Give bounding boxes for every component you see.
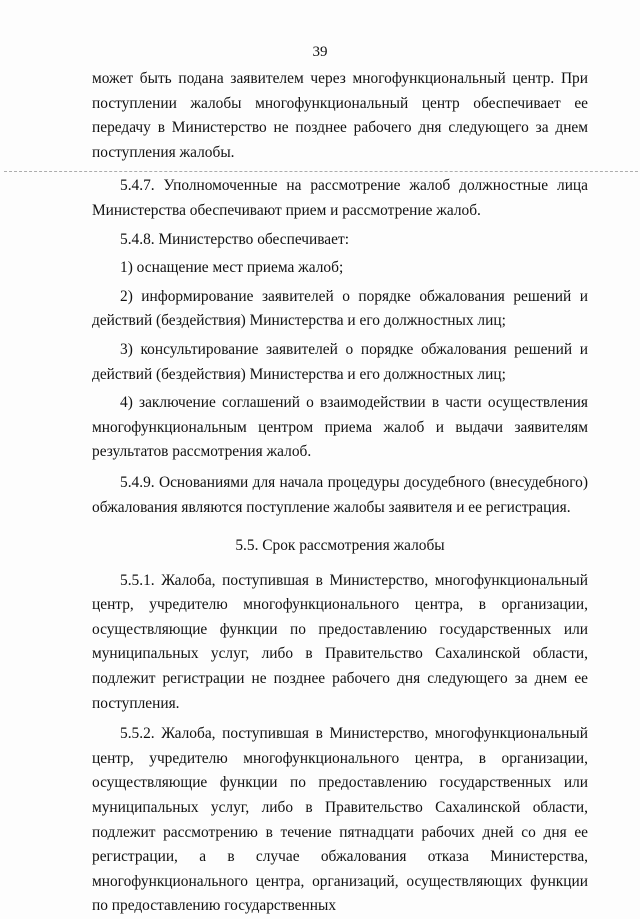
- list-item-4: 4) заключение соглашений о взаимодействии в части осуществления многофункциональным центром приема жалоб и выдачи заявителям результатов рассмотрения жалоб.: [92, 394, 588, 461]
- paragraph-continuation: может быть подана заявителем через многофункциональный центр. При поступлении жалобы многофункциональный центр обеспечивает ее передачу в Министерство не позднее рабочего дня следующего за днем поступления жалобы.: [92, 70, 588, 161]
- section-heading-5-5: 5.5. Срок рассмотрения жалобы: [235, 537, 445, 555]
- paragraph-5-4-8: 5.4.8. Министерство обеспечивает:: [120, 230, 349, 248]
- paragraph-5-4-7: 5.4.7. Уполномоченные на рассмотрение жалоб должностные лица Министерства обеспечивают прием и рассмотрение жалоб.: [92, 177, 588, 219]
- page-number: 39: [312, 44, 328, 60]
- list-item-2: 2) информирование заявителей о порядке обжалования решений и действий (бездействия) Министерства и его должностных лиц;: [92, 287, 588, 330]
- paragraph-5-5-1: 5.5.1. Жалоба, поступившая в Министерство, многофункциональный центр, учредителю многофункционального центра, в организации, осуществляющие функции по предоставлению государственных или муниципальных услуг, либо в Правительство Сахалинской области, подлежит регистрации не позднее рабочего дня следующего за днем ее поступления.: [92, 571, 588, 712]
- paragraph-5-5-2: 5.5.2. Жалоба, поступившая в Министерство, многофункциональный центр, учредителю многофункционального центра, в организации, осуществляющие функции по предоставлению государственных или муниципальных услуг, либо в Правительство Сахалинской области, подлежит рассмотрению в течение пятнадцати рабочих дней со дня ее регистрации, а в случае обжалования отказа Министерства, многофункционального центра, организаций, осуществляющих функции по предоставлению государственных: [92, 725, 588, 915]
- list-item-3: 3) консультирование заявителей о порядке обжалования решений и действий (бездействия) Министерства и его должностных лиц;: [92, 340, 588, 383]
- scan-artifact-line: [4, 171, 640, 172]
- document-body: [92, 0, 588, 919]
- paragraph-5-4-9: 5.4.9. Основаниями для начала процедуры досудебного (внесудебного) обжалования являются поступление жалобы заявителя и ее регистрация.: [92, 473, 588, 516]
- list-item-1: 1) оснащение мест приема жалоб;: [120, 259, 344, 277]
